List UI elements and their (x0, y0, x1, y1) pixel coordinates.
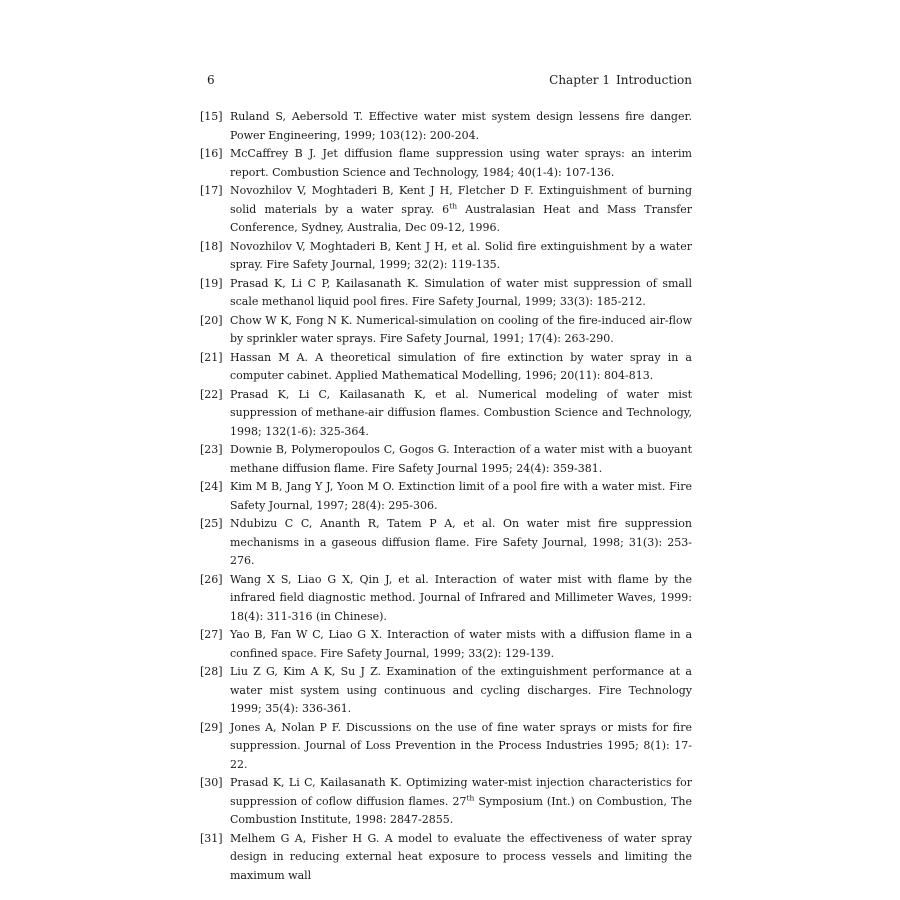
reference-text-end: Symposium (Int.) on Combustion, The Combustion Institute, 1998: 2847-2855. (230, 794, 692, 826)
page-header (207, 72, 692, 90)
reference-text: Melhem G A, Fisher H G. A model to evaluate the effectiveness of water spray design in reducing external heat exposure to process vessels and limiting the maximum wall (230, 831, 692, 882)
reference-15 (200, 108, 692, 145)
reference-number: [31] (200, 831, 223, 845)
reference-text: Prasad K, Li C P, Kailasanath K. Simulation of water mist suppression of small scale methanol liquid pool fires. Fire Safety Journal, 1999; 33(3): 185-212. (230, 276, 692, 308)
reference-number: [18] (200, 239, 223, 253)
reference-text-start: Novozhilov V, Moghtaderi B, Kent J H, Fletcher D F. Extinguishment of burning solid materials by a water spray. 6 (230, 184, 692, 216)
reference-text: Ruland S, Aebersold T. Effective water mist system design lessens fire danger. Power Engineering, 1999; 103(12): 200-204. (230, 110, 692, 142)
chapter-title: Introduction (616, 73, 692, 87)
reference-20 (200, 312, 692, 349)
reference-list (200, 108, 692, 885)
reference-number: [23] (200, 443, 223, 456)
reference-text: Novozhilov V, Moghtaderi B, Kent J H, et al. Solid fire extinguishment by a water spray. Fire Safety Journal, 1999; 32(2): 119-135. (230, 239, 692, 271)
reference-text: Wang X S, Liao G X, Qin J, et al. Interaction of water mist with flame by the infrared field diagnostic method. Journal of Infrared and Millimeter Waves, 1999: 18(4): 311-316 (in Chinese). (230, 572, 692, 623)
reference-number: [29] (200, 720, 223, 734)
reference-27 (200, 626, 692, 663)
reference-text: Ndubizu C C, Ananth R, Tatem P A, et al. On water mist fire suppression mechanisms in a gaseous diffusion flame. Fire Safety Journal, 1998; 31(3): 253-276. (230, 517, 692, 567)
ordinal-superscript: th (449, 200, 458, 210)
reference-28 (200, 663, 692, 719)
running-title (549, 72, 692, 88)
reference-text: Liu Z G, Kim A K, Su J Z. Examination of the extinguishment performance at a water mist system using continuous and cycling discharges. Fire Technology 1999; 35(4): 336-361. (230, 665, 692, 715)
reference-16 (200, 145, 692, 182)
reference-number: [22] (200, 387, 223, 401)
page-number: 6 (207, 73, 215, 87)
reference-25 (200, 515, 692, 571)
reference-number: [15] (200, 110, 223, 123)
reference-text: Jones A, Nolan P F. Discussions on the use of fine water sprays or mists for fire suppression. Journal of Loss Prevention in the Process Industries 1995; 8(1): 17-22. (230, 720, 692, 771)
reference-number: [17] (200, 184, 223, 197)
reference-23 (200, 441, 692, 478)
reference-number: [27] (200, 628, 223, 641)
reference-number: [16] (200, 147, 223, 160)
reference-text: McCaffrey B J. Jet diffusion flame suppression using water sprays: an interim report. Combustion Science and Technology, 1984; 40(1-4): 107-136. (230, 147, 692, 179)
reference-number: [20] (200, 313, 223, 327)
reference-text-start: Prasad K, Li C, Kailasanath K. Optimizing water-mist injection characteristics for suppression of coflow diffusion flames. 27 (230, 776, 692, 808)
reference-text (230, 776, 692, 826)
reference-number: [24] (200, 480, 223, 493)
reference-19 (200, 275, 692, 312)
reference-22 (200, 386, 692, 442)
reference-21 (200, 349, 692, 386)
reference-18 (200, 238, 692, 275)
reference-text: Hassan M A. A theoretical simulation of fire extinction by water spray in a computer cabinet. Applied Mathematical Modelling, 1996; 20(11): 804-813. (230, 350, 692, 382)
reference-text: Kim M B, Jang Y J, Yoon M O. Extinction limit of a pool fire with a water mist. Fire Safety Journal, 1997; 28(4): 295-306. (230, 480, 692, 512)
reference-number: [26] (200, 572, 223, 586)
reference-17 (200, 182, 692, 238)
reference-text: Downie B, Polymeropoulos C, Gogos G. Interaction of a water mist with a buoyant methane diffusion flame. Fire Safety Journal 1995; 24(4): 359-381. (230, 443, 692, 475)
reference-29 (200, 719, 692, 775)
reference-number: [19] (200, 276, 223, 290)
reference-text: Chow W K, Fong N K. Numerical-simulation on cooling of the fire-induced air-flow by sprinkler water sprays. Fire Safety Journal, 1991; 17(4): 263-290. (230, 313, 692, 345)
reference-text (230, 184, 692, 234)
reference-24 (200, 478, 692, 515)
reference-number: [21] (200, 350, 223, 364)
reference-number: [25] (200, 517, 223, 530)
ordinal-superscript: th (466, 792, 475, 802)
reference-text-end: Australasian Heat and Mass Transfer Conference, Sydney, Australia, Dec 09-12, 1996. (230, 202, 693, 234)
chapter-label: Chapter 1 (549, 73, 610, 87)
reference-number: [28] (200, 665, 223, 678)
reference-31 (200, 830, 692, 886)
reference-text: Prasad K, Li C, Kailasanath K, et al. Numerical modeling of water mist suppression of methane-air diffusion flames. Combustion Science and Technology, 1998; 132(1-6): 325-364. (230, 387, 692, 438)
reference-text: Yao B, Fan W C, Liao G X. Interaction of water mists with a diffusion flame in a confined space. Fire Safety Journal, 1999; 33(2): 129-139. (230, 628, 692, 660)
reference-30 (200, 774, 692, 830)
reference-number: [30] (200, 776, 223, 789)
reference-26 (200, 571, 692, 627)
